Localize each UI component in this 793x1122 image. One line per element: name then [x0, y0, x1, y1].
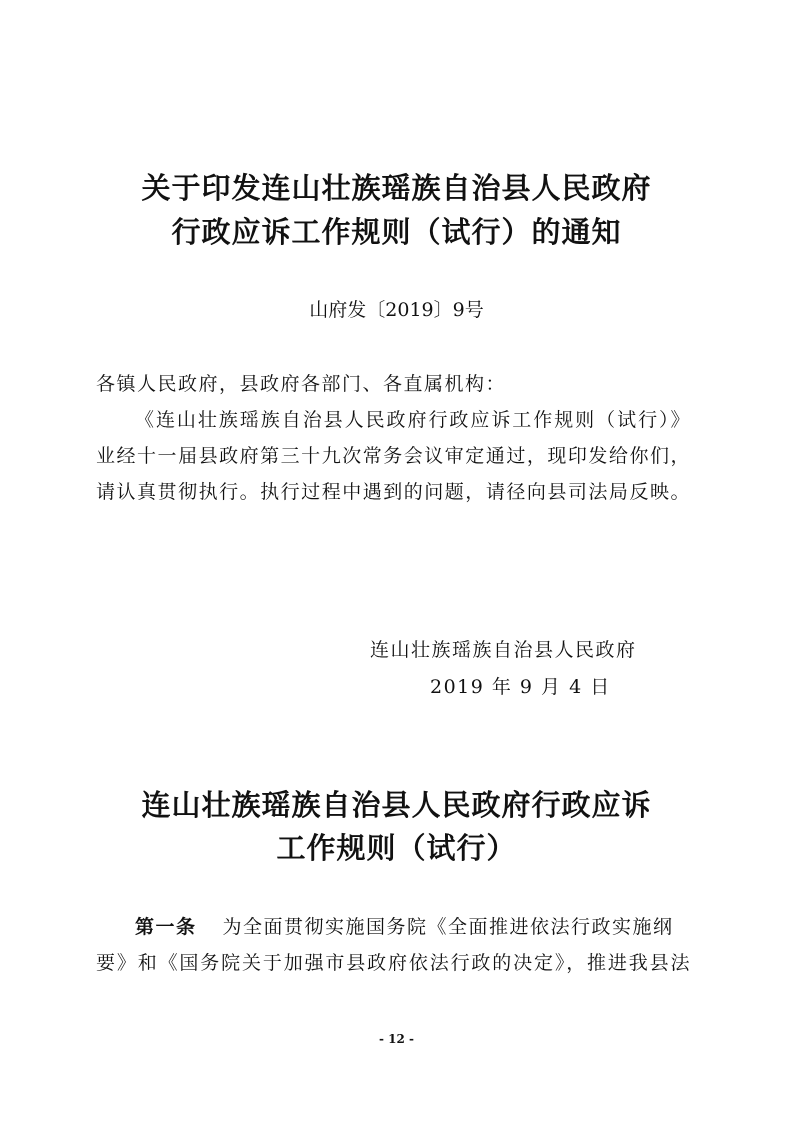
notice-body-line-1: 《连山壮族瑶族自治县人民政府行政应诉工作规则（试行）》 — [135, 409, 691, 431]
article-1-line-2: 要》和《国务院关于加强市县政府依法行政的决定》，推进我县法 — [96, 952, 691, 974]
rules-title-line-1: 连山壮族瑶族自治县人民政府行政应诉 — [141, 788, 652, 822]
notice-title-line-2: 行政应诉工作规则（试行）的通知 — [171, 215, 622, 249]
page-number: - 12 - — [378, 1032, 414, 1046]
notice-title-line-1: 关于印发连山壮族瑶族自治县人民政府 — [141, 171, 652, 205]
article-1-text-1: 为全面贯彻实施国务院《全面推进依法行政实施纲 — [222, 916, 674, 938]
article-1-label: 第一条 — [135, 916, 197, 938]
issuer-signature: 连山壮族瑶族自治县人民政府 — [370, 639, 637, 661]
issue-date: 2019 年 9 月 4 日 — [430, 676, 611, 698]
notice-body-line-2: 业经十一届县政府第三十九次常务会议审定通过，现印发给你们， — [96, 445, 691, 467]
article-1-line-1 — [135, 914, 691, 940]
addressee: 各镇人民政府，县政府各部门、各直属机构： — [96, 373, 507, 395]
document-number: 山府发〔2019〕9号 — [309, 299, 484, 321]
notice-body-line-3: 请认真贯彻执行。执行过程中遇到的问题，请径向县司法局反映。 — [96, 481, 691, 503]
rules-title-line-2: 工作规则（试行） — [276, 831, 517, 865]
